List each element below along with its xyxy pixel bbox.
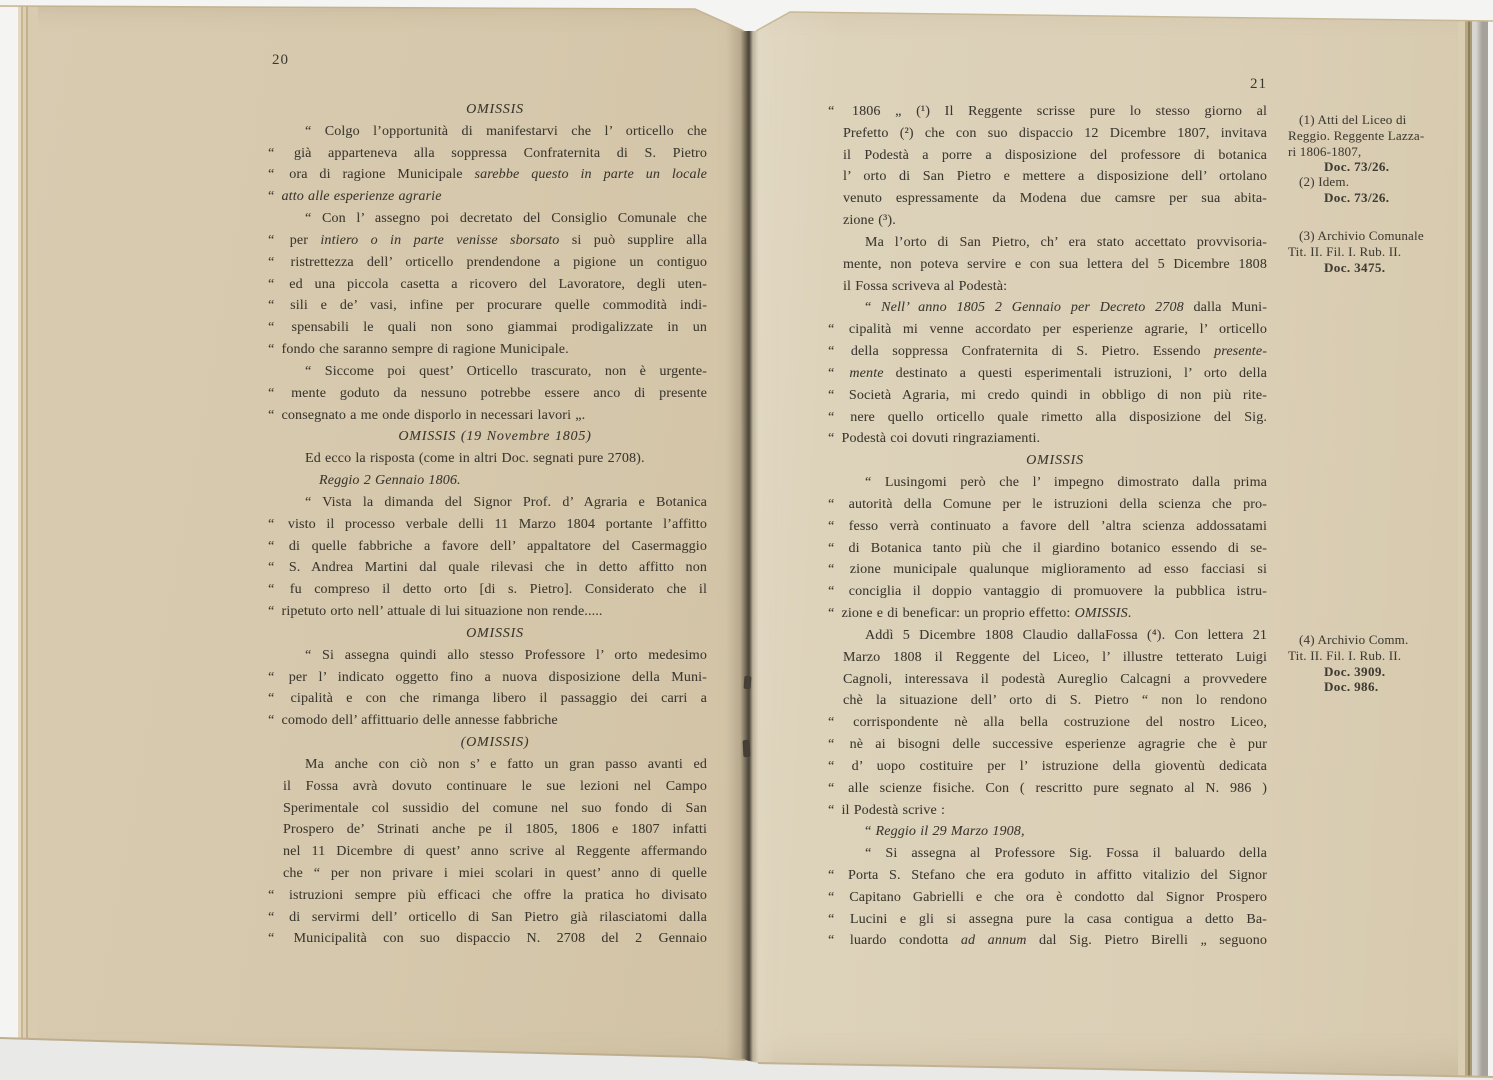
text-line — [843, 450, 1267, 472]
quote-mark: “ — [828, 322, 846, 338]
quote-mark: “ — [268, 342, 279, 358]
text-line — [843, 843, 1267, 865]
line-text: d’ uopo costituire per l’ istruzione della gioventù dedicata — [851, 758, 1268, 774]
quote-mark: “ — [828, 344, 848, 360]
line-text: della soppressa Confraternita di S. Pietro. Essendo — [850, 344, 1215, 360]
line-text: istruzioni sempre più efficaci che offre la pratica ho divisato — [288, 887, 707, 903]
line-text: destinato a questi esperimentali istruzioni, l’ orto della — [883, 365, 1267, 381]
line-text: comodo dell’ affittuario delle annesse fabbriche — [281, 713, 558, 729]
note-line — [1288, 128, 1480, 144]
text-line — [268, 514, 708, 536]
line-text: “ Con l’ assegno poi decretato del Consiglio Comunale che — [305, 211, 707, 227]
text-line — [283, 798, 707, 820]
line-text: corrispondente nè alla bella costruzione del nostro Liceo, — [853, 715, 1267, 731]
quote-mark: “ — [268, 385, 289, 401]
quote-mark: “ — [828, 758, 849, 774]
binding-thread — [744, 676, 752, 689]
text-line — [283, 99, 707, 121]
text-line — [268, 295, 708, 317]
text-line — [268, 274, 707, 296]
text-line — [283, 732, 707, 754]
line-text: Doc. 73/26. — [1324, 189, 1390, 205]
line-text: per — [289, 232, 321, 248]
quote-mark: “ — [828, 715, 851, 731]
line-text: di Botanica tanto più che il giardino botanico essendo di se- — [848, 540, 1268, 556]
quote-mark: “ — [268, 887, 286, 903]
quote-mark: “ — [828, 802, 839, 818]
text-line — [268, 405, 707, 427]
quote-mark: “ — [828, 737, 847, 753]
text-line — [843, 210, 1267, 232]
quote-mark: “ — [268, 167, 287, 183]
quote-mark: “ — [828, 933, 847, 949]
line-text: sili e de’ vasi, infine per procurare quelle commodità indi- — [290, 298, 708, 314]
line-text-italic: sarebbe questo in parte un locale — [474, 167, 707, 183]
text-line — [828, 341, 1268, 363]
text-line — [268, 667, 707, 689]
text-line — [843, 821, 1267, 843]
line-text: spensabili le quali non sono giammai prodigalizzate in un — [291, 320, 707, 336]
note-line — [1288, 664, 1480, 680]
quote-mark: “ — [268, 560, 286, 576]
quote-mark: “ — [828, 540, 846, 556]
line-text-italic: (OMISSIS) — [460, 735, 530, 751]
line-text-italic: mente — [849, 365, 884, 381]
text-line — [828, 778, 1268, 800]
line-text: Tit. II. Fil. I. Rub. II. — [1288, 647, 1402, 663]
line-text-italic: Reggio il 29 Marzo 1908, — [875, 824, 1025, 840]
quote-mark: “ — [828, 867, 846, 883]
text-column-right — [828, 101, 1268, 952]
line-text: Doc. 986. — [1324, 679, 1379, 695]
margin-note-4 — [1288, 632, 1480, 695]
text-line — [283, 492, 707, 514]
quote-mark: “ — [268, 276, 287, 292]
line-text: (1) Atti del Liceo di — [1299, 112, 1407, 127]
line-text: Reggio. Reggente Lazza- — [1288, 127, 1425, 143]
text-line — [283, 426, 707, 448]
text-line — [268, 252, 708, 274]
line-text: Addì 5 Dicembre 1808 Claudio dallaFossa (⁴). Con lettera 21 — [865, 627, 1267, 643]
text-line — [828, 909, 1267, 931]
line-text: nere quello orticello quale rimetto alla disposizione del Sig. — [850, 409, 1268, 425]
line-text: cipalità e con che rimanga libero il passaggio dei carri a — [290, 691, 708, 707]
line-text: “ Si assegna quindi allo stesso Professore l’ orto medesimo — [305, 647, 707, 663]
quote-mark: “ — [828, 409, 848, 425]
page-edge-stack-left — [8, 0, 38, 1080]
line-text: Marzo 1808 il Reggente del Liceo, l’ illustre tetterato Luigi — [843, 649, 1267, 665]
line-text: zione municipale qualunque miglioramento ad esso facciasi si — [849, 562, 1268, 578]
line-text: il Fossa scriveva al Podestà: — [843, 278, 1008, 294]
quote-mark: “ — [828, 562, 847, 578]
text-line — [843, 472, 1267, 494]
line-text: “ Siccome poi quest’ Orticello trascurato, non è urgente- — [305, 363, 707, 379]
text-line — [268, 383, 708, 405]
line-text: Ma anche con ciò non s’ e fatto un gran passo avanti ed — [305, 756, 707, 772]
line-text: Capitano Gabrielli e che ora è condotto dal Signor Prospero — [849, 889, 1268, 905]
text-line — [283, 841, 707, 863]
line-text: mente, non poteva servire e con sua lettera del 5 Dicembre 1808 — [843, 256, 1267, 272]
text-line — [283, 645, 707, 667]
line-text: fu compreso il detto orto [di s. Pietro]. Considerato che il — [289, 582, 707, 598]
line-text: dalla Muni- — [1183, 300, 1268, 316]
text-line — [828, 494, 1267, 516]
line-text-italic: OMISSIS (19 Novembre 1805) — [398, 429, 592, 445]
line-text: “ — [865, 300, 882, 316]
line-text: il Podestà a porre a disposizione del professore di botanica — [843, 147, 1267, 163]
line-text: si può supplire alla — [559, 232, 708, 248]
text-line — [283, 623, 707, 645]
line-text: fesso verrà continuato a favore dell ’altra scienza addossatami — [848, 518, 1267, 534]
text-line — [268, 557, 708, 579]
text-line — [283, 208, 707, 230]
line-text: Porta S. Stefano che era goduto in affitto vitalizio del Signor — [848, 867, 1267, 883]
quote-mark: “ — [268, 604, 279, 620]
quote-mark: “ — [828, 780, 846, 796]
line-text: nel 11 Dicembre di quest’ anno scrive al Reggente affermando — [283, 844, 707, 860]
quote-mark: “ — [268, 516, 285, 532]
line-text-italic: OMISSIS — [466, 102, 524, 117]
line-text: ripetuto orto nell’ attuale di lui situazione non rende..... — [281, 604, 603, 620]
quote-mark: “ — [828, 496, 846, 512]
text-line — [828, 319, 1267, 341]
line-text-italic: atto alle esperienze agrarie — [281, 189, 442, 205]
text-line — [268, 164, 707, 186]
line-text: Doc. 73/26. — [1324, 159, 1390, 175]
line-text: dal Sig. Pietro Birelli „ seguono — [1026, 933, 1268, 949]
line-text: alle scienze fisiche. Con ( rescritto pure segnato al N. 986 ) — [848, 780, 1268, 796]
text-line — [828, 581, 1267, 603]
text-line — [268, 710, 707, 732]
quote-mark: “ — [268, 538, 286, 554]
note-line — [1288, 632, 1480, 648]
text-line — [268, 143, 708, 165]
line-text: “ Si assegna al Professore Sig. Fossa il baluardo della — [865, 846, 1267, 862]
line-text: di quelle fabbriche a favore dell’ appaltatore del Casermaggio — [288, 538, 707, 554]
text-line — [268, 907, 708, 929]
text-line — [283, 470, 707, 492]
quote-mark: “ — [828, 584, 846, 600]
quote-mark: “ — [268, 320, 289, 336]
line-text: consegnato a me onde disporlo in necessari lavori „. — [281, 407, 586, 423]
note-line — [1288, 174, 1480, 190]
line-text: “ — [865, 824, 876, 840]
text-line — [828, 407, 1268, 429]
text-line — [828, 887, 1268, 909]
text-line — [828, 930, 1268, 952]
text-line — [268, 601, 707, 623]
line-text-italic: OMISSIS — [1074, 606, 1128, 622]
text-line — [283, 121, 707, 143]
line-text: ora di ragione Municipale — [289, 167, 475, 183]
quote-mark: “ — [268, 232, 287, 248]
line-text: ed una piccola casetta a ricovero del Lavoratore, degli uten- — [289, 276, 707, 292]
line-text: Ma l’orto di San Pietro, ch’ era stato accettato provvisoria- — [865, 234, 1267, 250]
line-text: (4) Archivio Comm. — [1299, 632, 1409, 647]
note-line — [1288, 648, 1480, 664]
line-text: il Podestà scrive : — [841, 802, 946, 818]
line-text: Doc. 3909. — [1324, 663, 1386, 679]
line-text: (3) Archivio Comunale — [1299, 228, 1424, 243]
text-line — [268, 317, 707, 339]
page-number-right: 21 — [1250, 76, 1267, 92]
quote-mark: “ — [828, 104, 849, 119]
text-line — [283, 776, 707, 798]
quote-mark: “ — [828, 911, 847, 927]
line-text-italic: OMISSIS — [466, 625, 524, 641]
text-line — [828, 538, 1268, 560]
text-line — [268, 885, 707, 907]
text-line — [828, 363, 1267, 385]
quote-mark: “ — [268, 931, 291, 947]
line-text-italic: OMISSIS — [1026, 453, 1084, 469]
quote-mark: “ — [268, 691, 288, 707]
quote-mark: “ — [268, 407, 279, 423]
line-text: che “ per non privare i miei scolari in quest’ anno di quelle — [283, 865, 707, 881]
margin-note-1 — [1288, 112, 1480, 175]
text-line — [843, 669, 1267, 691]
text-line — [268, 688, 708, 710]
line-text: chè la situazione dell’ orto di S. Pietro “ non lo rendono — [843, 693, 1267, 709]
quote-mark: “ — [268, 582, 287, 598]
text-line — [283, 361, 707, 383]
line-text: nè ai bisogni delle successive esperienze agragrie che è pur — [849, 737, 1267, 753]
line-text-italic: ad annum — [960, 933, 1027, 949]
line-text: mente goduto da nessuno potrebbe essere anco di presente — [291, 385, 708, 401]
book-gutter — [726, 0, 774, 1080]
text-line — [828, 428, 1267, 450]
note-line — [1288, 260, 1480, 276]
text-line — [843, 690, 1267, 712]
line-text: Sperimentale col sussidio del comune nel suo fondo di San — [283, 800, 707, 816]
quote-mark: “ — [828, 387, 846, 403]
text-line — [268, 928, 708, 950]
line-text: di servirmi dell’ orticello di San Pietro già rilasciatomi dalla — [289, 909, 708, 925]
text-line — [843, 276, 1267, 298]
line-text: zione (³). — [843, 213, 896, 229]
text-line — [843, 123, 1267, 145]
note-line — [1288, 159, 1480, 175]
line-text: Municipalità con suo dispaccio N. 2708 del 2 Gennaio — [293, 931, 708, 947]
text-line — [828, 734, 1267, 756]
quote-mark: “ — [828, 365, 847, 381]
text-line — [843, 188, 1267, 210]
line-text: fondo che saranno sempre di ragione Municipale. — [281, 342, 569, 358]
note-line — [1288, 190, 1480, 206]
note-line — [1288, 228, 1480, 244]
note-line — [1288, 144, 1480, 160]
text-line — [283, 448, 707, 470]
line-text: conciglia il doppio vantaggio di promuovere la pubblica istru- — [848, 584, 1267, 600]
line-text: il Fossa avrà dovuto continuare le sue lezioni nel Campo — [283, 778, 707, 794]
text-line — [828, 800, 1267, 822]
line-text: Società Agraria, mi credo quindi in obbligo di non più rite- — [848, 387, 1267, 403]
text-line — [828, 385, 1267, 407]
line-text: “ Lusingomi però che l’ impegno dimostrato dalla prima — [865, 475, 1267, 491]
line-text-italic: Reggio 2 Gennaio 1806. — [319, 473, 461, 489]
quote-mark: “ — [268, 713, 279, 729]
note-line — [1288, 112, 1480, 128]
line-text: zione e di beneficar: un proprio effetto: — [841, 606, 1075, 622]
text-line — [843, 647, 1267, 669]
line-text: Podestà coi dovuti ringraziamenti. — [841, 431, 1041, 447]
line-text: luardo condotta — [849, 933, 961, 949]
line-text: ri 1806-1807, — [1288, 143, 1362, 159]
text-line — [828, 559, 1268, 581]
line-text: visto il processo verbale delli 11 Marzo 1804 portante l’affitto — [287, 516, 708, 532]
line-text: Prospero de’ Strinati anche pe il 1805, 1806 e 1807 infatti — [283, 822, 707, 838]
text-line — [283, 819, 707, 841]
note-line — [1288, 244, 1480, 260]
line-text: autorità della Comune per le istruzioni della scienza che pro- — [848, 496, 1267, 512]
text-line — [268, 339, 707, 361]
quote-mark: “ — [268, 298, 288, 314]
text-line — [283, 863, 707, 885]
line-text: già apparteneva alla soppressa Confraternita di S. Pietro — [293, 145, 708, 161]
text-line — [843, 232, 1267, 254]
line-text: cipalità mi venne accordato per esperienze agrarie, l’ orticello — [848, 322, 1267, 338]
quote-mark: “ — [268, 145, 291, 161]
page-number-left: 20 — [272, 52, 289, 68]
line-text-italic: Nell’ anno 1805 2 Gennaio per Decreto 2708 — [881, 300, 1184, 316]
quote-mark: “ — [828, 431, 839, 447]
text-line — [268, 579, 707, 601]
quote-mark: “ — [828, 518, 846, 534]
text-line — [828, 101, 1267, 123]
text-line — [828, 712, 1267, 734]
line-text: ristrettezza dell’ orticello prendendone a pigione un contiguo — [290, 254, 708, 270]
quote-mark: “ — [268, 909, 287, 925]
text-line — [843, 166, 1267, 188]
text-column-left — [268, 99, 708, 950]
margin-note-2 — [1288, 174, 1480, 206]
text-line — [843, 145, 1267, 167]
text-line — [268, 230, 708, 252]
quote-mark: “ — [828, 889, 847, 905]
line-text: Lucini e gli si assegna pure la casa contigua a detto Ba- — [849, 911, 1267, 927]
line-text: . — [1127, 606, 1132, 622]
text-line — [828, 756, 1268, 778]
text-line — [828, 865, 1267, 887]
text-line — [283, 754, 707, 776]
text-line — [843, 297, 1267, 319]
note-line — [1288, 679, 1480, 695]
line-text: (2) Idem. — [1299, 174, 1350, 189]
text-line — [268, 186, 707, 208]
line-text: Ed ecco la risposta (come in altri Doc. segnati pure 2708). — [305, 451, 645, 467]
line-text: per l’ indicato oggetto fino a nuova disposizione della Muni- — [288, 669, 707, 685]
quote-mark: “ — [828, 606, 839, 622]
text-line — [843, 625, 1267, 647]
text-line — [268, 536, 707, 558]
quote-mark: “ — [268, 669, 286, 685]
line-text: 1806 „ (¹) Il Reggente scrisse pure lo stesso giorno al — [851, 104, 1267, 119]
binding-thread — [743, 740, 751, 757]
quote-mark: “ — [268, 189, 279, 205]
line-text: Tit. II. Fil. I. Rub. II. — [1288, 243, 1402, 259]
line-text: “ Colgo l’opportunità di manifestarvi che l’ orticello che — [305, 123, 707, 139]
quote-mark: “ — [268, 254, 288, 270]
line-text-italic: intiero o in parte venisse sborsato — [320, 232, 560, 248]
line-text: l’ orto di San Pietro e mettere a disposizione dell’ ortolano — [843, 169, 1267, 185]
text-line — [828, 603, 1267, 625]
margin-note-3 — [1288, 228, 1480, 275]
line-text: S. Andrea Martini dal quale rilevasi che in detto affitto non — [288, 560, 708, 576]
line-text: Prefetto (²) che con suo dispaccio 12 Dicembre 1807, invitava — [843, 125, 1267, 141]
line-text: “ Vista la dimanda del Signor Prof. d’ Agraria e Botanica — [305, 494, 707, 510]
line-text: Doc. 3475. — [1324, 259, 1386, 275]
line-text: venuto espressamente da Modena due camsre per sua abita- — [843, 191, 1267, 207]
text-line — [828, 516, 1267, 538]
line-text-italic: presente- — [1214, 344, 1268, 360]
line-text: Cagnoli, interessava il podestà Aureglio Calcagni a provvedere — [843, 671, 1267, 687]
text-line — [843, 254, 1267, 276]
